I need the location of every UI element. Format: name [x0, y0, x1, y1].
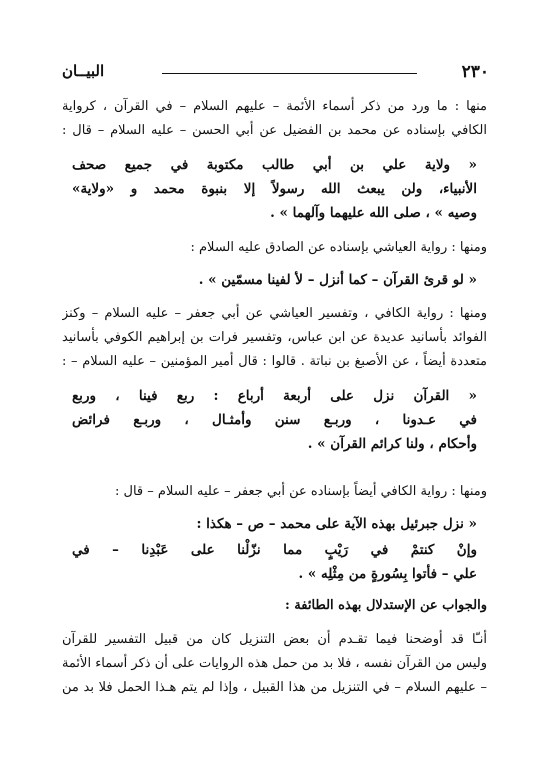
body-line: – عليهم السلام – في التنزيل من هذا القبيل ، وإذا لم يتم هـذا الحمل فلا بد من [62, 680, 487, 695]
quote-line: وإنْ كنتمْ في رَيْبٍ مما نزّلْنا على عَبْدِنا – في [72, 542, 477, 558]
quote-line: وصيه » ، صلى الله عليهما وآلهما » . [270, 205, 477, 221]
body-line: الفوائد بأسانيد عديدة عن ابن عباس، وتفسير فرات بن إبراهيم الكوفي بأسانيد [62, 330, 487, 345]
body-line: منها : ما ورد من ذكر أسماء الأئمة – عليهم السلام – في القرآن ، كرواية [62, 99, 487, 114]
section-heading: والجواب عن الإستدلال بهذه الطائفة : [284, 598, 487, 613]
body-line: ومنها : رواية الكافي أيضاً بإسناده عن أبي جعفر – عليه السلام – قال : [115, 484, 487, 499]
quote-line: وأحكام ، ولنا كرائم القرآن » . [307, 436, 477, 452]
body-line: ومنها : رواية العياشي بإسناده عن الصادق عليه السلام : [190, 240, 487, 255]
body-line: وليس من القرآن نفسه ، فلا بد من حمل هذه الروايات على أن ذكر أسماء الأئمة [62, 656, 487, 671]
header-rule [162, 73, 417, 74]
quote-line: « نزل جبرئيل بهذه الآية على محمد – ص – هكذا : [196, 516, 477, 532]
body-line: الكافي بإسناده عن محمد بن الفضيل عن أبي الحسن – عليه السلام – قال : [62, 123, 487, 138]
body-line: أنـّا قد أوضحنا فيما تقـدم أن بعض التنزيل كان من قبيل التفسير للقرآن [62, 632, 487, 647]
body-line: متعددة أيضاً ، عن الأصبغ بن نباتة . قالوا : قال أمير المؤمنين – عليه السلام – : [62, 354, 487, 369]
quote-line: علي – فأتوا بِسُورةٍ من مِثْلِه » . [298, 566, 477, 582]
running-title: البيــان [62, 62, 105, 80]
page-header [62, 62, 489, 84]
body-line: ومنها : رواية الكافي ، وتفسير العياشي عن أبي جعفر – عليه السلام – وكنز [62, 306, 487, 321]
quote-line: في عـدونا ، وربـع سنن وأمثـال ، وربـع فرائض [72, 412, 477, 428]
page-number: ٢٣٠ [461, 62, 489, 82]
quote-line: « لو قرئ القرآن – كما أنزل – لأ لفينا مسمّين » . [198, 272, 477, 288]
quote-line: « القرآن نزل على أربعة أرباع : ربع فينا ، وربع [72, 388, 477, 404]
quote-line: الأنبياء، ولن يبعث الله رسولاً إلا بنبوة محمد و «ولاية» [72, 181, 477, 197]
quote-line: « ولاية علي بن أبي طالب مكتوبة في جميع صحف [72, 157, 477, 173]
